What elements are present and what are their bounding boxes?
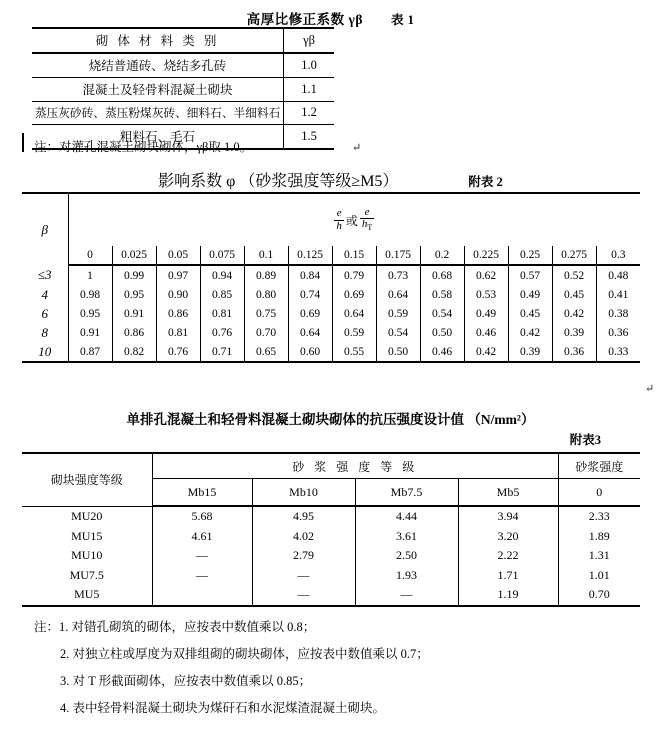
- table3-cell: 2.79: [252, 546, 355, 566]
- table1-header-row: [32, 28, 334, 53]
- table2-cell: 0.42: [464, 342, 508, 362]
- table3-subheader: 0: [558, 479, 640, 507]
- table2-cell: 0.60: [288, 342, 332, 362]
- table3-cell: 4.02: [252, 527, 355, 547]
- table2-cell: 0.99: [112, 265, 156, 285]
- table2-cell: 0.52: [552, 265, 596, 285]
- table3-cell: —: [252, 585, 355, 606]
- note-line: [34, 671, 429, 689]
- table2-col-header: 0.275: [552, 246, 596, 265]
- table1-title-label: 表 1: [390, 13, 415, 27]
- table2-cell: 0.87: [68, 342, 112, 362]
- fraction-numerator: e: [336, 206, 342, 219]
- table1-cell-value: 1.5: [284, 125, 334, 150]
- table3-title-text: 单排孔混凝土和轻骨料混凝土砌块砌体的抗压强度设计值 （N/mm²）: [126, 412, 535, 427]
- table2-cell: 0.94: [200, 265, 244, 285]
- table3-wrapper: [22, 452, 640, 607]
- note-item: 3. 对 T 形截面砌体，应按表中数值乘以 0.85；: [60, 674, 312, 688]
- table2-row-beta: ≤3: [22, 265, 68, 285]
- fraction-denominator: $h_T$: [361, 218, 373, 233]
- table1-cell-value: 1.0: [284, 53, 334, 78]
- table2-cell: 0.76: [156, 342, 200, 362]
- table2-cell: 0.53: [464, 285, 508, 304]
- table1-note: 注：对灌孔混凝土砌块砌体，γβ取 1.0。: [34, 140, 253, 154]
- table3-cell-grade: MU5: [22, 585, 152, 606]
- table2-cell: 0.42: [552, 304, 596, 323]
- table2-cell: 0.97: [156, 265, 200, 285]
- table2-col-header: 0.3: [596, 246, 640, 265]
- table2-cell: 0.59: [376, 304, 420, 323]
- fraction-denominator: h: [336, 219, 342, 232]
- table2-cell: 0.69: [288, 304, 332, 323]
- table2-row-beta: 6: [22, 304, 68, 323]
- table1-cell-value: 1.2: [284, 102, 334, 125]
- table2-cell: 0.41: [608, 288, 629, 301]
- table1-title-row: [0, 8, 661, 28]
- table3-cell-grade: MU10: [22, 546, 152, 566]
- table2-row: [22, 265, 640, 285]
- table2-cell: 0.82: [112, 342, 156, 362]
- table2-cell: 0.64: [288, 323, 332, 342]
- table3-group-header-row: [22, 453, 640, 479]
- table2-cell: 0.65: [244, 342, 288, 362]
- table2-cell: 0.57: [508, 265, 552, 285]
- table2-cell: 0.95: [112, 285, 156, 304]
- table2-wrapper: [22, 192, 640, 363]
- table2-row: [22, 285, 640, 304]
- table3-cell: 1.19: [458, 585, 558, 606]
- table2: [22, 192, 640, 363]
- table2-cell: 0.76: [200, 323, 244, 342]
- note-line: [34, 644, 429, 662]
- table2-row-beta: 8: [22, 323, 68, 342]
- table2-col-header: 0.25: [508, 246, 552, 265]
- eccentricity-ratio-formula: [334, 207, 374, 233]
- fraction-conjunction: 或: [345, 213, 358, 228]
- fraction-numerator: e: [364, 205, 370, 218]
- table2-col-header: 0.05: [156, 246, 200, 265]
- table3-row: [22, 546, 640, 566]
- table3-row: [22, 506, 640, 527]
- table2-cell: 0.42: [508, 323, 552, 342]
- table1-row: [32, 102, 334, 125]
- table3-cell: 2.22: [458, 546, 558, 566]
- note-item: 4. 表中轻骨料混凝土砌块为煤矸石和水泥煤渣混凝土砌块。: [60, 701, 386, 715]
- notes-lead: 注：: [34, 620, 60, 634]
- table2-cell: 0.75: [244, 304, 288, 323]
- table2-cell: 0.86: [112, 323, 156, 342]
- table3-cell: 3.94: [458, 506, 558, 527]
- table2-col-header: 0.175: [376, 246, 420, 265]
- table2-col-header: 0.075: [200, 246, 244, 265]
- table3-cell: 0.70: [558, 585, 640, 606]
- table2-cell: 0.91: [112, 304, 156, 323]
- table2-title-label: 附表 2: [468, 175, 503, 189]
- table2-cell: 0.46: [420, 342, 464, 362]
- table3-cell: 5.68: [152, 506, 252, 527]
- table3-cell: 3.20: [458, 527, 558, 547]
- table2-cell: 0.50: [376, 342, 420, 362]
- table1-cell-material: 粗料石、毛石: [32, 125, 284, 150]
- table3-row: [22, 585, 640, 606]
- table3-cell-grade: MU7.5: [22, 566, 152, 586]
- pilcrow-icon: ↵: [352, 142, 362, 154]
- table3-title: [0, 408, 661, 429]
- table3-cell-grade: MU15: [22, 527, 152, 547]
- table3-cell: 1.93: [355, 566, 458, 586]
- table2-cell: 0.85: [200, 285, 244, 304]
- table2-cell: 0.36: [608, 326, 629, 339]
- table2-cell: 0.86: [156, 304, 200, 323]
- table2-cell: 0.69: [332, 285, 376, 304]
- table2-cell: 0.46: [464, 323, 508, 342]
- table2-row-beta: 10: [22, 342, 68, 362]
- table1-wrapper: [32, 27, 334, 150]
- table2-cell: 0.68: [420, 265, 464, 285]
- table3-subheader: Mb15: [152, 479, 252, 507]
- table2-fraction-header-row: [22, 193, 640, 246]
- table1-header-gamma: γβ: [284, 28, 334, 53]
- table2-cell: 0.54: [420, 304, 464, 323]
- table2-cell: 1: [68, 265, 112, 285]
- table2-cell: 0.81: [156, 323, 200, 342]
- table2-col-header: 0: [68, 246, 112, 265]
- table1: [32, 27, 334, 150]
- table2-row: [22, 323, 640, 342]
- table3-cell: 1.71: [458, 566, 558, 586]
- table2-cell: 0.73: [376, 265, 420, 285]
- table2-title-row: [0, 168, 661, 191]
- table3-row: [22, 527, 640, 547]
- table1-row: [32, 78, 334, 102]
- table2-cell: 0.59: [332, 323, 376, 342]
- table2-cell: 0.36: [552, 342, 596, 362]
- table1-row: [32, 53, 334, 78]
- table2-cell: 0.45: [552, 285, 596, 304]
- table2-cell: 0.55: [332, 342, 376, 362]
- table2-col-header: 0.225: [464, 246, 508, 265]
- table3-cell: 1.89: [588, 528, 610, 543]
- table2-cell: 0.62: [464, 265, 508, 285]
- table3: [22, 452, 640, 607]
- note-item: 1. 对错孔砌筑的砌体，应按表中数值乘以 0.8；: [59, 620, 316, 634]
- table3-cell: 2.33: [588, 509, 610, 524]
- pilcrow-icon: ↵: [645, 383, 655, 395]
- table2-cell: 0.48: [608, 269, 629, 282]
- table2-cell: 0.84: [288, 265, 332, 285]
- table2-title: 影响系数 φ （砂浆强度等级≥M5）: [158, 173, 399, 190]
- table2-cell: 0.71: [200, 342, 244, 362]
- table2-row-beta: 4: [22, 285, 68, 304]
- table2-cell: 0.64: [332, 304, 376, 323]
- table1-title: 高厚比修正系数 γβ: [246, 12, 363, 27]
- table2-col-header: 0.15: [332, 246, 376, 265]
- table2-cell: 0.89: [244, 265, 288, 285]
- table2-col-header: 0.2: [420, 246, 464, 265]
- table3-cell: 4.44: [355, 506, 458, 527]
- table3-subheader: Mb10: [252, 479, 355, 507]
- note-item: 2. 对独立柱或厚度为双排组砌的砌块砌体，应按表中数值乘以 0.7；: [60, 647, 429, 661]
- table2-cell: 0.79: [332, 265, 376, 285]
- table2-cell: 0.70: [244, 323, 288, 342]
- table1-cell-value: 1.1: [284, 78, 334, 102]
- table3-group-header: 砂 浆 强 度 等 级: [152, 453, 558, 479]
- table1-cell-material: 蒸压灰砂砖、蒸压粉煤灰砖、细料石、半细料石: [32, 102, 284, 125]
- table3-title-label: 附表3: [569, 433, 601, 447]
- table2-fraction-header: [68, 193, 640, 246]
- table2-row: [22, 342, 640, 362]
- table2-cell: 0.39: [552, 323, 596, 342]
- table3-cell-grade: MU20: [22, 506, 152, 527]
- table2-cell: 0.80: [244, 285, 288, 304]
- table3-subheader: Mb5: [458, 479, 558, 507]
- table2-cell: 0.49: [464, 304, 508, 323]
- table2-cell: 0.49: [508, 285, 552, 304]
- table1-cell-material: 烧结普通砖、烧结多孔砖: [32, 53, 284, 78]
- table2-cell: 0.50: [420, 323, 464, 342]
- table3-cell: 1.01: [588, 567, 610, 582]
- table2-cell: 0.91: [68, 323, 112, 342]
- table3-cell: 2.50: [355, 546, 458, 566]
- table3-cell: —: [152, 546, 252, 566]
- table3-row: [22, 566, 640, 586]
- table2-col-header: 0.1: [244, 246, 288, 265]
- table2-col-header: 0.125: [288, 246, 332, 265]
- table3-cell: 4.95: [252, 506, 355, 527]
- table3-cell: —: [355, 585, 458, 606]
- table3-cell: 4.61: [152, 527, 252, 547]
- table2-column-header-row: [22, 246, 640, 265]
- table3-subheader: Mb7.5: [355, 479, 458, 507]
- table2-cell: 0.45: [508, 304, 552, 323]
- table3-notes: [34, 617, 429, 725]
- table2-col-header: 0.025: [112, 246, 156, 265]
- table3-cell: [152, 585, 252, 606]
- table1-header-material: 砌 体 材 料 类 别: [32, 28, 284, 53]
- table2-cell: 0.64: [376, 285, 420, 304]
- table2-cell: 0.38: [608, 307, 629, 320]
- table1-cell-material: 混凝土及轻骨料混凝土砌块: [32, 78, 284, 102]
- table1-note-marker: [22, 133, 24, 152]
- table2-cell: 0.74: [288, 285, 332, 304]
- table2-cell: 0.33: [596, 342, 640, 362]
- table2-beta-label: β: [22, 193, 68, 265]
- table2-cell: 0.54: [376, 323, 420, 342]
- table3-cell: 3.61: [355, 527, 458, 547]
- table2-row: [22, 304, 640, 323]
- table3-cell: 1.31: [588, 548, 610, 563]
- table3-cell: —: [252, 566, 355, 586]
- table2-cell: 0.90: [156, 285, 200, 304]
- table2-cell: 0.98: [68, 285, 112, 304]
- table2-cell: 0.58: [420, 285, 464, 304]
- table2-cell: 0.95: [68, 304, 112, 323]
- table3-row-header: 砌块强度等级: [22, 453, 152, 506]
- table3-cell: —: [152, 566, 252, 586]
- table3-last-group-header: 砂浆强度: [558, 453, 640, 479]
- table2-cell: 0.81: [200, 304, 244, 323]
- table2-cell: 0.39: [508, 342, 552, 362]
- note-line: [34, 617, 429, 635]
- note-line: [34, 698, 429, 716]
